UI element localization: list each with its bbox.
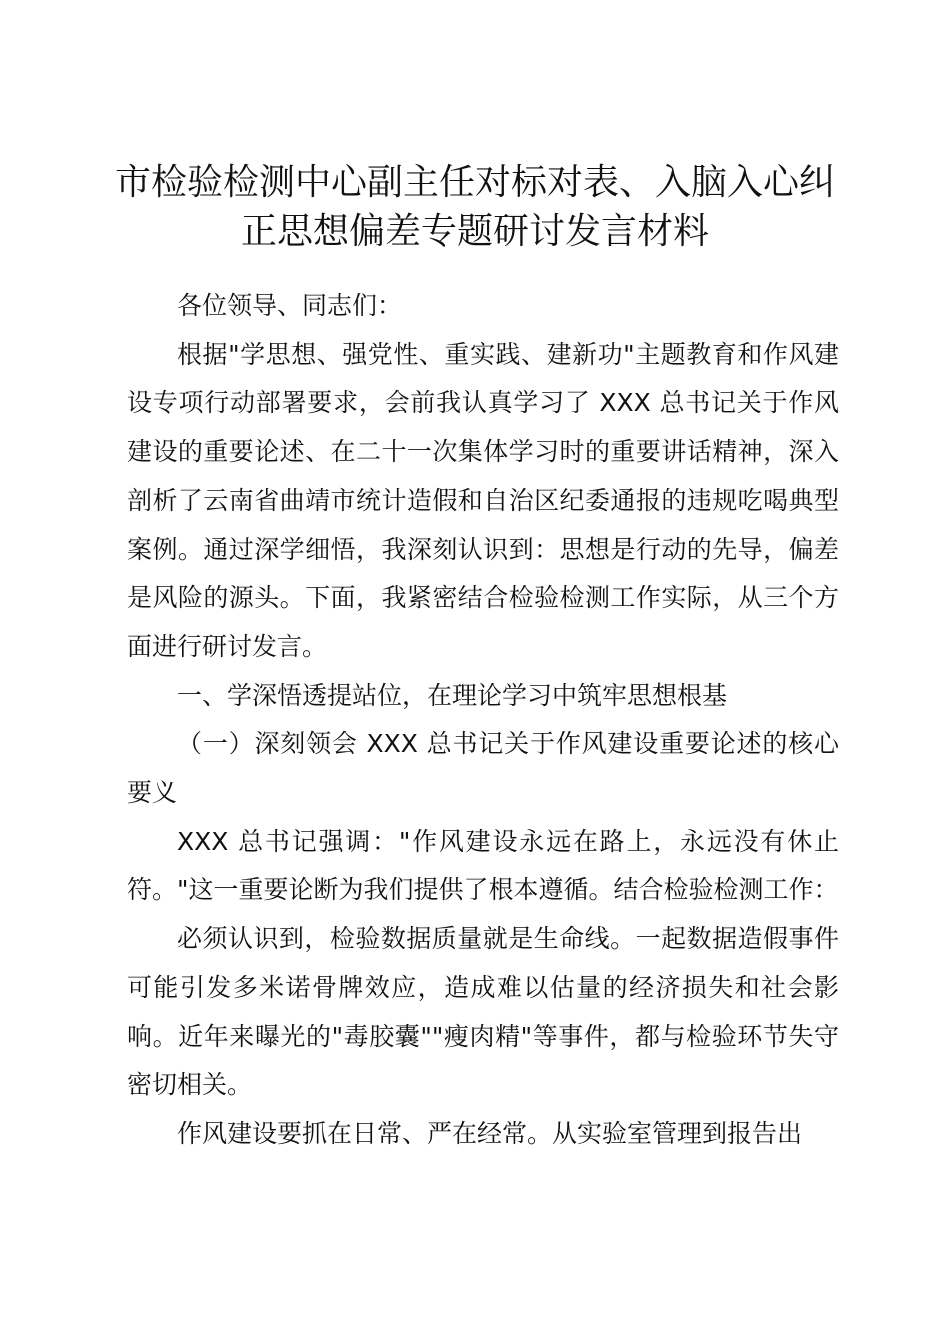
subsection-heading-1: （一）深刻领会 XXX 总书记关于作风建设重要论述的核心要义 (127, 729, 839, 808)
body-paragraph: 作风建设要抓在日常、严在经常。从实验室管理到报告出 (177, 1118, 803, 1148)
document-title (100, 158, 850, 256)
document-body (127, 282, 839, 1159)
title-line-1: 市检验检测中心副主任对标对表、入脑入心纠 (114, 162, 835, 203)
body-paragraph: 必须认识到，检验数据质量就是生命线。一起数据造假事件可能引发多米诺骨牌效应，造成难以估量的经济损失和社会影响。近年来曝光的"毒胶囊""瘦肉精"等事件，都与检验环节失守密切相关。 (127, 924, 839, 1100)
intro-paragraph: 根据"学思想、强党性、重实践、建新功"主题教育和作风建设专项行动部署要求，会前我认真学习了 XXX 总书记关于作风建设的重要论述、在二十一次集体学习时的重要讲话精神，深入剖析了云南省曲靖市统计造假和自治区纪委通报的违规吃喝典型案例。通过深学细悟，我深刻认识到：思想是行动的先导，偏差是风险的源头。下面，我紧密结合检验检测工作实际，从三个方面进行研讨发言。 (127, 339, 839, 661)
title-line-2: 正思想偏差专题研讨发言材料 (240, 211, 709, 252)
body-paragraph: XXX 总书记强调："作风建设永远在路上，永远没有休止符。"这一重要论断为我们提供了根本遵循。结合检验检测工作： (127, 826, 839, 905)
salutation: 各位领导、同志们： (177, 291, 403, 320)
section-heading-1: 一、学深悟透提站位，在理论学习中筑牢思想根基 (177, 680, 728, 710)
